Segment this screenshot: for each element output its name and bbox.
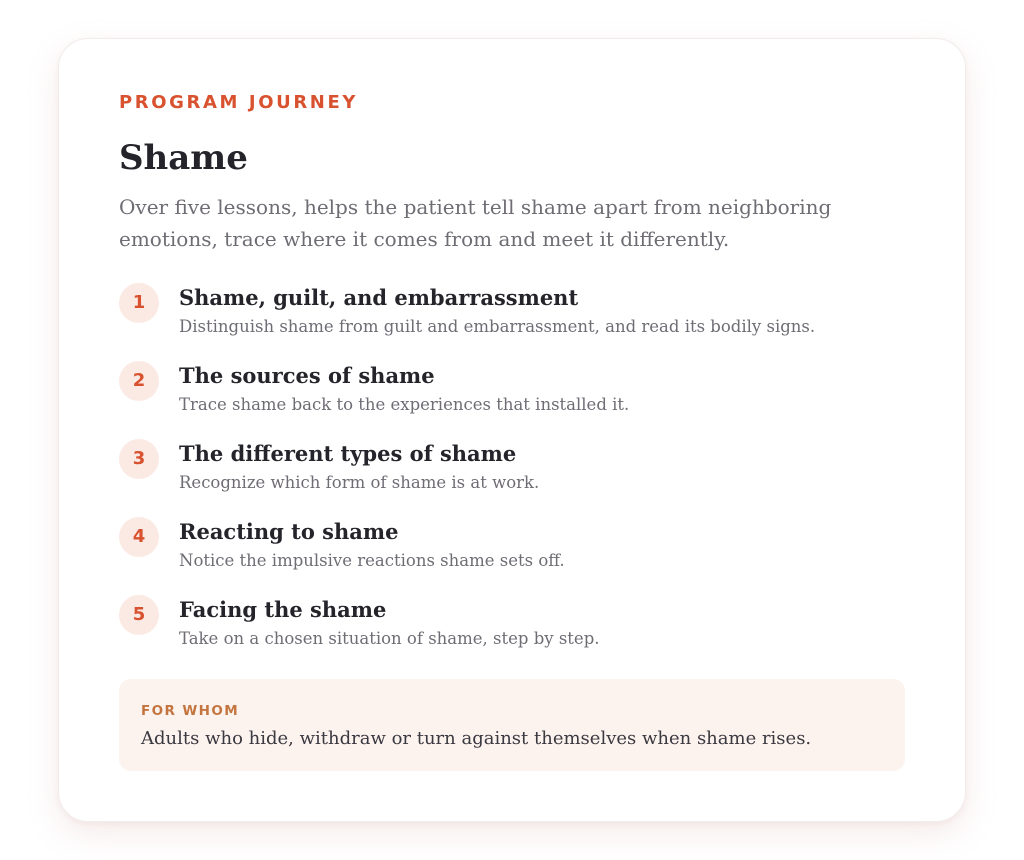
lesson-item-1 <box>119 283 919 361</box>
lesson-description: Trace shame back to the experiences that installed it. <box>179 395 630 414</box>
lesson-number-badge: 3 <box>119 439 159 479</box>
lesson-number-badge: 1 <box>119 283 159 323</box>
audience-callout <box>119 679 905 771</box>
lesson-description: Distinguish shame from guilt and embarrassment, and read its bodily signs. <box>179 317 816 336</box>
lesson-item-3 <box>119 439 919 517</box>
section-eyebrow: PROGRAM JOURNEY <box>119 92 358 113</box>
lesson-item-4 <box>119 517 919 595</box>
lesson-list <box>119 283 919 673</box>
lesson-title: The different types of shame <box>179 441 517 466</box>
lesson-description: Take on a chosen situation of shame, step by step. <box>179 629 600 648</box>
program-subtitle: Over five lessons, helps the patient tell shame apart from neighboring emotions, trace where it comes from and meet it differently. <box>119 195 832 251</box>
lesson-number-badge: 4 <box>119 517 159 557</box>
lesson-number-badge: 2 <box>119 361 159 401</box>
program-journey-card <box>58 38 966 822</box>
lesson-title: Reacting to shame <box>179 519 399 544</box>
lesson-item-5 <box>119 595 919 673</box>
lesson-item-2 <box>119 361 919 439</box>
audience-description: Adults who hide, withdraw or turn against themselves when shame rises. <box>141 728 812 749</box>
program-title: Shame <box>119 138 248 178</box>
lesson-title: Shame, guilt, and embarrassment <box>179 285 579 310</box>
lesson-description: Notice the impulsive reactions shame sets off. <box>179 551 565 570</box>
lesson-number-badge: 5 <box>119 595 159 635</box>
audience-label: FOR WHOM <box>141 703 240 719</box>
lesson-description: Recognize which form of shame is at work. <box>179 473 540 492</box>
lesson-title: Facing the shame <box>179 597 387 622</box>
lesson-title: The sources of shame <box>179 363 435 388</box>
